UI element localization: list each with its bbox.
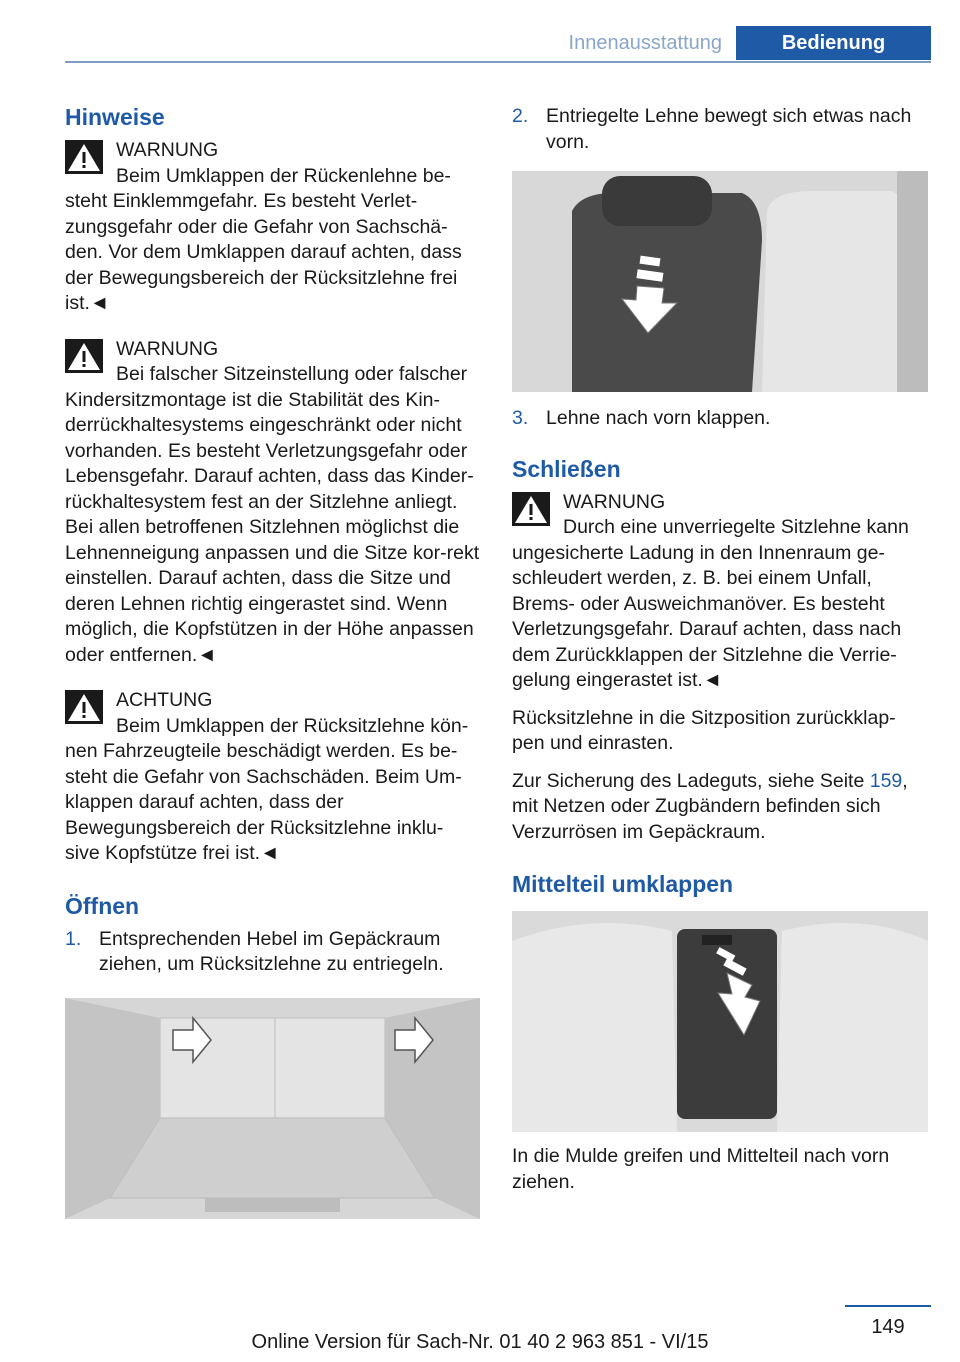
header-divider	[65, 61, 931, 63]
step-number: 1.	[65, 927, 82, 950]
header-tabs	[520, 26, 931, 62]
heading-mittelteil: Mittelteil umklappen	[512, 871, 734, 897]
center-section-illustration	[512, 911, 928, 1132]
right-column	[512, 104, 930, 1195]
warning-title: WARNUNG	[116, 139, 219, 161]
warning-text-first-line: Bei falscher Sitzeinstellung oder falscher	[116, 363, 468, 385]
warning-text-first-line: Beim Umklappen der Rückenlehne be-	[116, 164, 451, 187]
warning-block-1	[65, 138, 483, 317]
step-1	[65, 927, 483, 978]
heading-oeffnen: Öffnen	[65, 892, 140, 919]
tab-innenausstattung[interactable]: Innenausstattung	[568, 32, 722, 54]
warning-title: WARNUNG	[116, 337, 219, 360]
attention-text: nen Fahrzeugteile beschädigt werden. Es be-steht die Gefahr von Sachschäden. Beim Um-klappen darauf achten, dass der Bewegungsbereich der Rücksitzlehne inklu-sive Kopfstütze frei ist.◄	[65, 740, 462, 864]
trunk-illustration	[65, 998, 480, 1219]
attention-title: ACHTUNG	[116, 689, 213, 711]
warning-text: ungesicherte Ladung in den Innenraum ge-schleudert werden, z. B. bei einem Unfall, Brems- oder Ausweichmanöver. Es besteht Verletzungsgefahr. Darauf achten, dass nach dem Zurückklappen der Sitzlehne die Verrie-gelung eingerastet ist.◄	[512, 541, 902, 691]
step-text: Entriegelte Lehne bewegt sich etwas nach vorn.	[546, 105, 912, 153]
heading-schliessen: Schließen	[512, 455, 621, 482]
footer-online-version: Online Version für Sach-Nr. 01 40 2 963 851 - VI/15	[251, 1331, 709, 1353]
paragraph-text: , mit Netzen oder Zugbändern befinden sich Verzurrösen im Gepäckraum.	[512, 769, 908, 843]
warning-triangle-icon	[65, 140, 103, 174]
step-3	[512, 406, 930, 432]
left-column	[65, 100, 483, 1219]
seat-unlock-illustration	[512, 171, 928, 392]
warning-text-first-line: Durch eine unverriegelte Sitzlehne kann	[563, 516, 909, 538]
attention-block	[65, 688, 483, 867]
step-text: Entsprechenden Hebel im Gepäckraum ziehen, um Rücksitzlehne zu entriegeln.	[99, 927, 444, 975]
page-link-159[interactable]: 159	[869, 769, 903, 792]
warning-triangle-icon	[65, 690, 103, 724]
footer-page-rule	[845, 1305, 931, 1307]
step-number: 3.	[512, 407, 529, 429]
paragraph-text: Zur Sicherung des Ladeguts, siehe Seite	[512, 769, 870, 792]
attention-text-first-line: Beim Umklappen der Rücksitzlehne kön-	[116, 714, 469, 737]
paragraph-mulde: In die Mulde greifen und Mittelteil nach vorn ziehen.	[512, 1145, 890, 1193]
page-number: 149	[871, 1316, 905, 1338]
tab-bedienung[interactable]: Bedienung	[736, 26, 931, 60]
warning-text: Kindersitzmontage ist die Stabilität des Kin-derrückhaltesystems eingeschränkt oder nicht vorhanden. Es besteht Verletzungsgefahr oder Lebensgefahr. Darauf achten, dass das Kinder-rückhaltesystem fest an der Sitzlehne anliegt. Bei allen betroffenen Sitzlehnen möglichst die Lehnenneigung anpassen und die Sitze kor-rekt einstellen. Darauf achten, dass die Sitze und deren Lehnen richtig eingerastet sind. Wenn möglich, die Kopfstützen in der Höhe anpassen oder entfernen.◄	[65, 388, 480, 666]
warning-title: WARNUNG	[563, 490, 666, 513]
warning-text: steht Einklemmgefahr. Es besteht Verlet-zungsgefahr oder die Gefahr von Sachschä-den. Vor dem Umklappen darauf achten, dass der Bewegungsbereich der Rücksitzlehne frei ist.◄	[65, 190, 462, 314]
step-text: Lehne nach vorn klappen.	[546, 407, 771, 429]
heading-hinweise: Hinweise	[65, 104, 165, 130]
warning-triangle-icon	[512, 492, 550, 526]
step-2	[512, 104, 930, 155]
warning-block-2	[65, 337, 483, 669]
paragraph-ladegut	[512, 769, 930, 846]
step-number: 2.	[512, 105, 529, 127]
paragraph-zurueckklappen: Rücksitzlehne in die Sitzposition zurückklap-pen und einrasten.	[512, 706, 896, 754]
warning-triangle-icon	[65, 339, 103, 373]
warning-block-3	[512, 490, 930, 694]
